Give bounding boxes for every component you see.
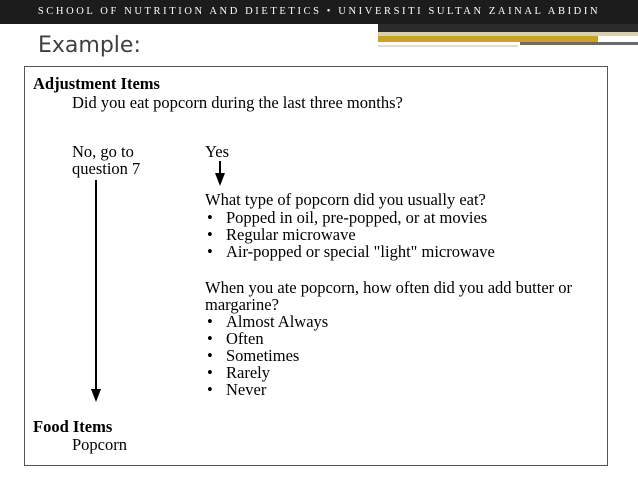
butter-option: Never [226, 380, 267, 399]
bullet: • [207, 363, 213, 382]
food-items-heading: Food Items [33, 417, 113, 436]
slide-title: Example: [38, 33, 141, 58]
header-banner-text: SCHOOL OF NUTRITION AND DIETETICS • UNIVERSITI SULTAN ZAINAL ABIDIN [37, 6, 601, 17]
bullet: • [207, 225, 213, 244]
bullet: • [207, 346, 213, 365]
butter-option: Sometimes [226, 346, 300, 365]
bullet: • [207, 380, 213, 399]
type-option: Regular microwave [226, 225, 356, 244]
butter-question-line-2: margarine? [205, 295, 279, 314]
no-branch-line-1: No, go to [72, 142, 134, 161]
butter-option: Almost Always [226, 312, 329, 331]
screening-question: Did you eat popcorn during the last three months? [72, 93, 403, 112]
bullet: • [207, 208, 213, 227]
popcorn-type-question: What type of popcorn did you usually eat? [205, 190, 486, 209]
no-branch-arrow [91, 180, 101, 402]
bullet: • [207, 242, 213, 261]
adjustment-items-heading: Adjustment Items [33, 74, 160, 93]
butter-option: Often [226, 329, 264, 348]
butter-option: Rarely [226, 363, 270, 382]
butter-question-line-1: When you ate popcorn, how often did you add butter or [205, 278, 573, 297]
yes-branch-arrow [215, 161, 225, 186]
type-option: Popped in oil, pre-popped, or at movies [226, 208, 488, 227]
type-option: Air-popped or special "light" microwave [226, 242, 495, 261]
yes-label: Yes [205, 142, 230, 161]
bullet: • [207, 329, 213, 348]
food-item-popcorn: Popcorn [72, 435, 127, 454]
no-branch-line-2: question 7 [72, 159, 141, 178]
bullet: • [207, 312, 213, 331]
